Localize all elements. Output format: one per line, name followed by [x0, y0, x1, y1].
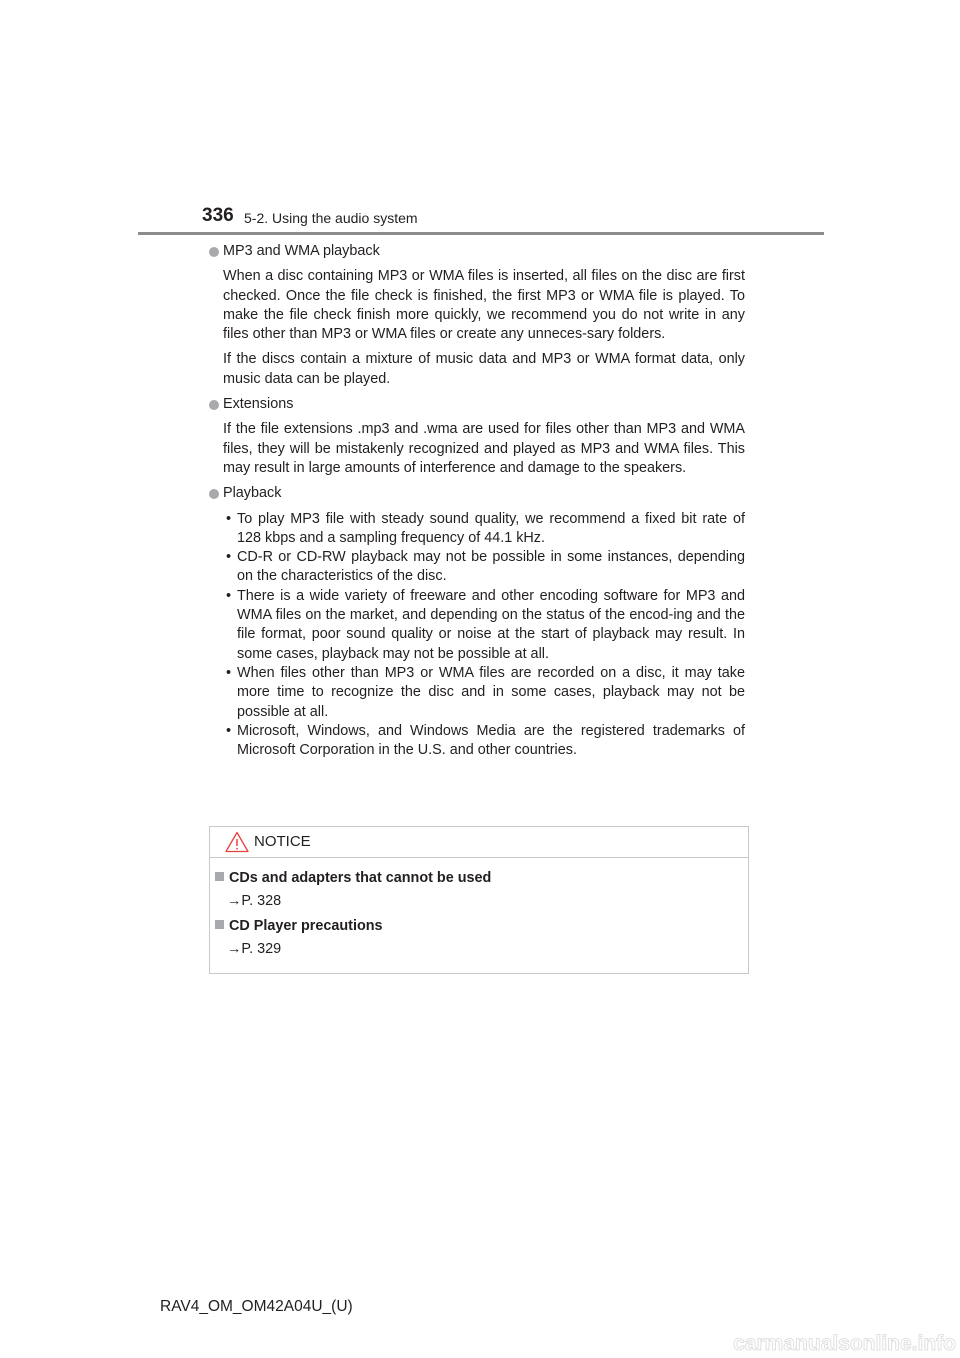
notice-entry-label: CDs and adapters that cannot be used	[229, 870, 492, 886]
list-item: • When files other than MP3 or WMA files are recorded on a disc, it may take more time to recognize the disc and in some cases, playback may not be possible at all.	[223, 664, 745, 722]
document-code: RAV4_OM_OM42A04U_(U)	[160, 1298, 353, 1315]
notice-box	[209, 826, 749, 974]
square-bullet-icon	[215, 920, 224, 929]
notice-entry-label: CD Player precautions	[229, 918, 383, 934]
item-heading: Playback	[223, 485, 282, 502]
list-item: • Microsoft, Windows, and Windows Media are the registered trademarks of Microsoft Corporation in the U.S. and other countries.	[223, 722, 745, 761]
warning-triangle-icon	[225, 831, 249, 853]
item-heading: MP3 and WMA playback	[223, 243, 380, 259]
item-playback	[223, 484, 745, 760]
item-extensions	[223, 395, 745, 478]
svg-text:carmanualsonline.info: carmanualsonline.info	[733, 1332, 956, 1355]
notice-entry	[215, 916, 383, 936]
list-item: • To play MP3 file with steady sound quality, we recommend a fixed bit rate of 128 kbps and a sampling frequency of 44.1 kHz.	[223, 510, 745, 549]
bullet-dot-icon	[209, 400, 219, 410]
notice-header	[210, 827, 748, 858]
item-paragraph: If the file extensions .mp3 and .wma are used for files other than MP3 and WMA files, they will be mistakenly recognized and played as MP3 and WMA files. This may result in large amounts of interference and damage to the speakers.	[223, 421, 745, 476]
notice-title: NOTICE	[254, 833, 311, 850]
content-body	[223, 242, 745, 760]
playback-list	[223, 510, 745, 761]
notice-entry	[215, 868, 491, 888]
page-reference-link[interactable]: →P. 328	[227, 893, 282, 909]
square-bullet-icon	[215, 872, 224, 881]
section-title: 5-2. Using the audio system	[244, 210, 418, 226]
watermark-logo	[708, 1328, 960, 1358]
item-paragraph: When a disc containing MP3 or WMA files is inserted, all files on the disc are first checked. Once the file check is finished, the first MP3 or WMA file is played. To make the file check finish more quickly, we recommend you do not write in any files other than MP3 or WMA files or create any unneces-sary folders.	[223, 268, 745, 343]
item-mp3-wma	[223, 242, 745, 389]
header-rule	[138, 232, 824, 235]
list-item: • There is a wide variety of freeware and other encoding software for MP3 and WMA files on the market, and depending on the status of the encod-ing and the file format, poor sound quality or noise at the start of playback may result. In some cases, playback may not be possible at all.	[223, 587, 745, 664]
item-paragraph: If the discs contain a mixture of music data and MP3 or WMA format data, only music data can be played.	[223, 351, 745, 387]
item-heading: Extensions	[223, 396, 294, 413]
bullet-dot-icon	[209, 247, 219, 257]
list-item: • CD-R or CD-RW playback may not be possible in some instances, depending on the characteristics of the disc.	[223, 548, 745, 587]
page-reference-link[interactable]: →P. 329	[227, 941, 282, 957]
page-number: 336	[202, 205, 234, 226]
bullet-dot-icon	[209, 489, 219, 499]
